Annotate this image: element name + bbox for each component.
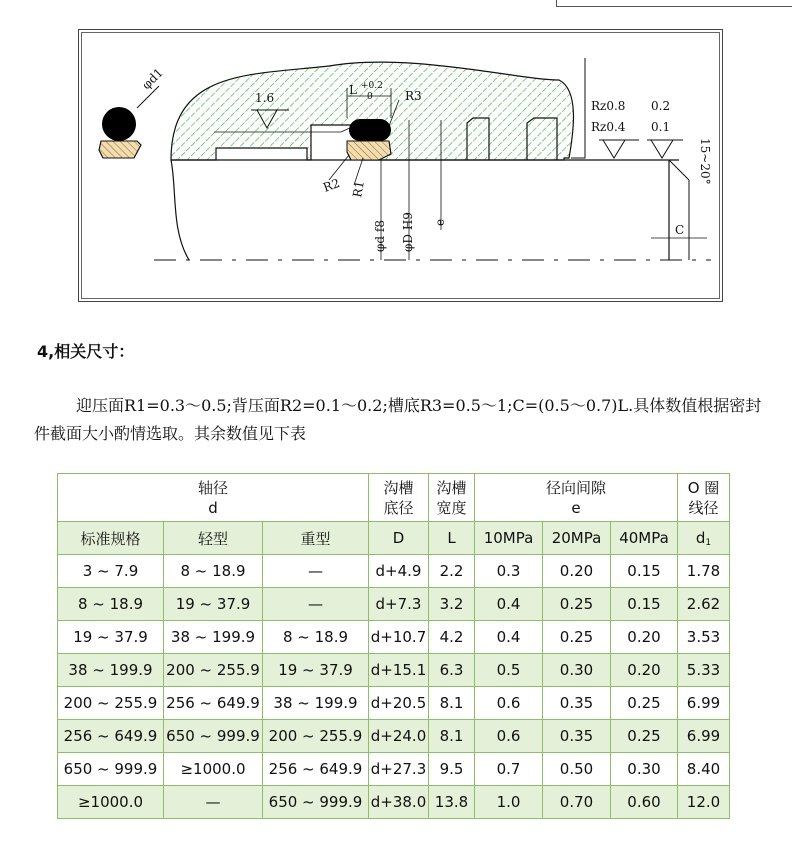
table-row [58,621,730,654]
cell-p10: 0.4 [475,621,543,654]
o-ring-installed [349,119,391,141]
cell-heavy: — [263,588,369,621]
cell-heavy: 38 ~ 199.9 [263,687,369,720]
cell-d1: 8.40 [678,753,730,786]
cell-D: d+10.7 [369,621,429,654]
label-angle: 15~20° [698,138,712,185]
cell-p40: 0.20 [611,654,678,687]
label-02: 0.2 [651,99,671,113]
cell-light: 38 ~ 199.9 [164,621,263,654]
cell-d1: 5.33 [678,654,730,687]
cell-L: 8.1 [429,720,475,753]
label-D-H9: φD H9 [401,212,415,252]
cell-light: 8 ~ 18.9 [164,555,263,588]
cell-p40: 0.25 [611,687,678,720]
cell-p20: 0.35 [543,720,611,753]
label-tol-upper: +0.2 [361,81,383,91]
cell-D: d+20.5 [369,687,429,720]
cell-L: 8.1 [429,687,475,720]
cell-light: — [164,786,263,819]
cell-p10: 1.0 [475,786,543,819]
label-rz04: Rz0.4 [591,120,626,134]
cell-p10: 0.7 [475,753,543,786]
cell-std: 256 ~ 649.9 [58,720,164,753]
cell-std: ≥1000.0 [58,786,164,819]
cell-std: 38 ~ 199.9 [58,654,164,687]
cell-L: 9.5 [429,753,475,786]
cell-p40: 0.15 [611,555,678,588]
header-clearance: 径向间隙 e [475,474,678,522]
cell-light: 19 ~ 37.9 [164,588,263,621]
cell-d1: 2.62 [678,588,730,621]
header-groove-width: 沟槽 宽度 [429,474,475,522]
cell-p10: 0.6 [475,687,543,720]
cell-p10: 0.3 [475,555,543,588]
cell-d1: 12.0 [678,786,730,819]
label-e: e [433,218,447,226]
cell-std: 200 ~ 255.9 [58,687,164,720]
cell-light: 650 ~ 999.9 [164,720,263,753]
top-frame-fragment [556,0,792,7]
table-header-row-1 [58,474,730,522]
cell-D: d+4.9 [369,555,429,588]
cell-heavy: 256 ~ 649.9 [263,753,369,786]
label-01: 0.1 [651,120,671,134]
cell-light: 256 ~ 649.9 [164,687,263,720]
table-row [58,753,730,786]
label-C: C [675,223,685,237]
col-D: D [369,522,429,555]
cell-p20: 0.25 [543,588,611,621]
cell-d1: 6.99 [678,687,730,720]
cell-heavy: 8 ~ 18.9 [263,621,369,654]
label-L: L [349,83,357,97]
cell-d1: 3.53 [678,621,730,654]
cell-heavy: — [263,555,369,588]
cell-p40: 0.20 [611,621,678,654]
cell-p20: 0.25 [543,621,611,654]
header-oring: O 圈 线径 [678,474,730,522]
paragraph-text: 迎压面R1=0.3～0.5;背压面R2=0.1～0.2;槽底R3=0.5～1;C=(0.5～0.7)L.具体数值根据密封件截面大小酌情选取。其余数值见下表 [34,396,762,443]
col-40mpa: 40MPa [611,522,678,555]
table-row [58,720,730,753]
label-d-f8: φd f8 [373,220,387,252]
label-R1: R1 [350,179,367,199]
cell-p10: 0.6 [475,720,543,753]
label-tol-lower: 0 [367,92,373,102]
section-heading: 4,相关尺寸： [37,342,135,361]
col-d1: d1 [678,522,730,555]
col-20mpa: 20MPa [543,522,611,555]
label-phi-d1: φd1 [139,65,166,93]
cell-p40: 0.60 [611,786,678,819]
cell-std: 8 ~ 18.9 [58,588,164,621]
table-row [58,588,730,621]
cell-L: 6.3 [429,654,475,687]
cell-p40: 0.25 [611,720,678,753]
cell-std: 650 ~ 999.9 [58,753,164,786]
label-roughness-16: 1.6 [255,91,275,105]
cell-heavy: 650 ~ 999.9 [263,786,369,819]
cell-p10: 0.4 [475,588,543,621]
header-shaft: 轴径 d [58,474,369,522]
cell-p10: 0.5 [475,654,543,687]
cell-light: ≥1000.0 [164,753,263,786]
col-10mpa: 10MPa [475,522,543,555]
cell-light: 200 ~ 255.9 [164,654,263,687]
col-heavy: 重型 [263,522,369,555]
col-L: L [429,522,475,555]
cell-D: d+15.1 [369,654,429,687]
section-paragraph [34,392,774,448]
cell-L: 2.2 [429,555,475,588]
cell-p20: 0.35 [543,687,611,720]
table-row [58,687,730,720]
table-row [58,654,730,687]
cell-p40: 0.15 [611,588,678,621]
cell-heavy: 200 ~ 255.9 [263,720,369,753]
o-ring-left [102,107,136,141]
header-groove-bottom: 沟槽 底径 [369,474,429,522]
cell-p20: 0.30 [543,654,611,687]
table-row [58,786,730,819]
cell-D: d+38.0 [369,786,429,819]
cell-std: 19 ~ 37.9 [58,621,164,654]
cell-L: 3.2 [429,588,475,621]
cell-std: 3 ~ 7.9 [58,555,164,588]
cell-p40: 0.30 [611,753,678,786]
col-std: 标准规格 [58,522,164,555]
cell-p20: 0.20 [543,555,611,588]
cell-L: 13.8 [429,786,475,819]
cell-p20: 0.70 [543,786,611,819]
cell-D: d+27.3 [369,753,429,786]
cell-D: d+24.0 [369,720,429,753]
cell-p20: 0.50 [543,753,611,786]
label-R3: R3 [405,89,422,103]
cell-d1: 1.78 [678,555,730,588]
cell-L: 4.2 [429,621,475,654]
cell-heavy: 19 ~ 37.9 [263,654,369,687]
label-rz08: Rz0.8 [591,99,626,113]
cell-D: d+7.3 [369,588,429,621]
table-row [58,555,730,588]
cell-d1: 6.99 [678,720,730,753]
table-header-row-2 [58,522,730,555]
label-R2: R2 [321,175,342,195]
col-light: 轻型 [164,522,263,555]
dimension-table [57,473,730,819]
technical-drawing [78,29,723,302]
